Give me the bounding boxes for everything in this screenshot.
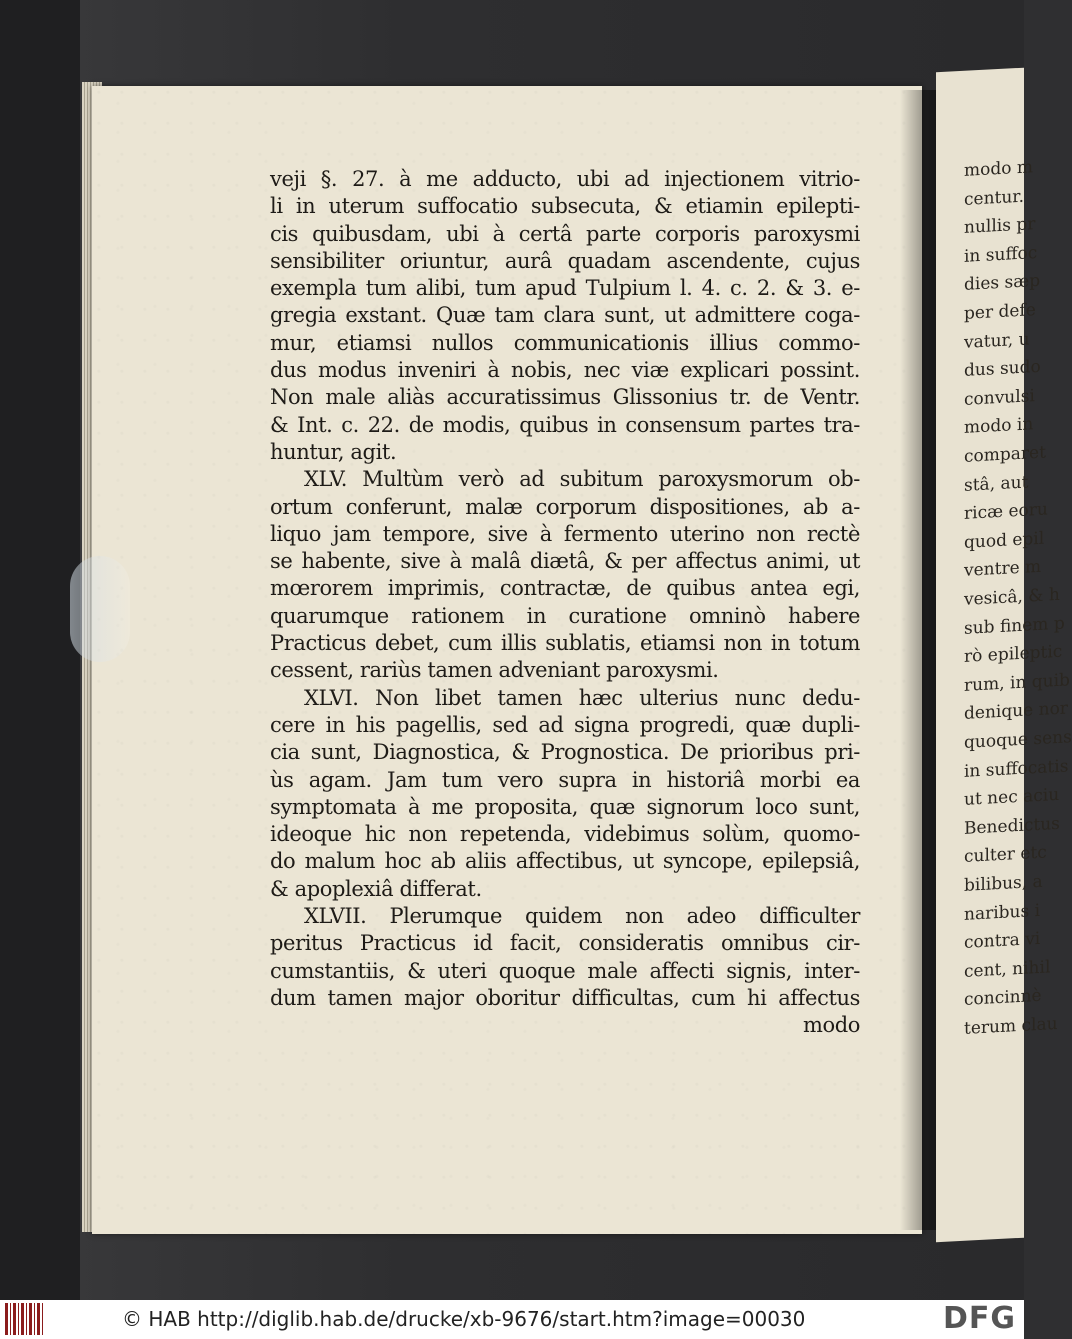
catchword: modo xyxy=(802,1013,860,1038)
text-line: symptomata à me proposita, quæ signorum loco sunt, xyxy=(270,794,860,819)
text-line: exempla tum alibi, tum apud Tulpium l. 4. c. 2. & 3. e- xyxy=(270,276,860,301)
library-barcode-icon xyxy=(5,1303,43,1335)
copyright-credit: © HAB http://diglib.hab.de/drucke/xb-9676/start.htm?image=00030 xyxy=(122,1307,806,1331)
facing-text-line: ut nec aciu xyxy=(964,785,1060,811)
text-line: sensibiliter oriuntur, aurâ quadam ascendente, cujus xyxy=(270,248,860,273)
facing-text-line: vesicâ, & h xyxy=(964,584,1060,610)
text-line: quarumque rationem in curatione omninò habere xyxy=(270,603,860,628)
text-line: do malum hoc ab aliis affectibus, ut syncope, epilepsiâ, xyxy=(270,849,860,874)
page-text-block xyxy=(270,166,860,1040)
facing-text-line: culter etc xyxy=(964,842,1047,868)
facing-text-line: nullis pr xyxy=(964,214,1036,239)
text-line: se habente, sive à malâ diætâ, & per affectus animi, ut xyxy=(270,549,860,574)
facing-text-line: sub finem p xyxy=(964,613,1065,639)
text-line: cere in his pagellis, sed ad signa progredi, quæ dupli- xyxy=(270,712,860,737)
facing-text-line: ventre m xyxy=(964,557,1042,582)
text-line: ùs agam. Jam tum vero supra in historiâ morbi ea xyxy=(270,767,860,792)
text-line: liquo jam tempore, sive à fermento uterino non rectè xyxy=(270,521,860,546)
text-line: veji §. 27. à me adducto, ubi ad injectionem vitrio- xyxy=(270,167,860,191)
facing-text-line: per defe xyxy=(964,300,1036,324)
text-line: Non male aliàs accuratissimus Glissonius tr. de Ventr. xyxy=(270,385,860,410)
text-line: mœrorem imprimis, contractæ, de quibus antea egi, xyxy=(270,576,860,601)
facing-text-line: rò epileptic xyxy=(964,641,1063,668)
text-line: ortum conferunt, malæ corporum dispositiones, ab a- xyxy=(270,494,860,519)
facing-text-line: naribus i xyxy=(964,900,1041,925)
facing-text-line: ricæ eoru xyxy=(964,499,1048,525)
book-gutter xyxy=(900,90,940,1230)
text-line: & Int. c. 22. de modis, quibus in consensum partes tra- xyxy=(270,412,860,437)
facing-text-line: centur. xyxy=(964,186,1024,210)
facing-text-line: contra vi xyxy=(964,929,1041,954)
facing-text-line: stâ, aut xyxy=(964,472,1029,496)
facing-text-line: modo m xyxy=(964,157,1033,181)
facing-text-line: vatur, u xyxy=(964,328,1030,353)
text-line: XLVII. Plerumque quidem non adeo difficulter xyxy=(304,904,860,929)
facing-text-line: quod epil xyxy=(964,528,1045,553)
text-line: li in uterum suffocatio subsecuta, & etiamin epilepti- xyxy=(270,194,860,219)
text-line: cessent, rariùs tamen adveniant paroxysmi. xyxy=(270,658,719,683)
facing-text-line: terum clau xyxy=(964,1013,1058,1039)
facing-text-line: modo in xyxy=(964,414,1034,439)
text-line: gregia exstant. Quæ tam clara sunt, ut admittere coga- xyxy=(270,303,860,328)
text-line: dus modus inveniri à nobis, nec viæ explicari possint. xyxy=(270,358,860,383)
text-line: Practicus debet, cum illis sublatis, etiamsi non in totum xyxy=(270,631,860,656)
facing-text-line: denique nor xyxy=(964,698,1068,725)
book-page-recto xyxy=(936,68,1072,1243)
text-line: cia sunt, Diagnostica, & Prognostica. De prioribus pri- xyxy=(270,740,860,765)
text-line: mur, etiamsi nullos communicationis illius commo- xyxy=(270,330,860,355)
facing-text-line: dies sæp xyxy=(964,271,1041,296)
text-line: huntur, agit. xyxy=(270,439,397,464)
glass-reflection xyxy=(70,556,130,662)
facing-text-line: concinnè xyxy=(964,986,1042,1011)
facing-text-line: comparet xyxy=(964,442,1046,467)
facing-text-line: cent, nihil xyxy=(964,957,1051,982)
facing-text-line: quoque sens xyxy=(964,727,1072,753)
scan-border-left xyxy=(0,0,80,1300)
facing-text-line: rum, in quib xyxy=(964,670,1070,696)
facing-text-line: dus sudo xyxy=(964,357,1041,382)
facing-text-line: convulsi xyxy=(964,385,1035,410)
text-line: cumstantiis, & uteri quoque male affecti signis, inter- xyxy=(270,958,860,983)
text-line: dum tamen major oboritur difficultas, cum hi affectus xyxy=(270,985,860,1010)
facing-text-line: Benedictus xyxy=(964,813,1060,839)
text-line: XLVI. Non libet tamen hæc ulterius nunc dedu- xyxy=(304,685,860,710)
facing-text-line: in suffocatis xyxy=(964,755,1069,782)
text-line: ideoque hic non repetenda, videbimus solùm, quomo- xyxy=(270,822,860,847)
text-line: peritus Practicus id facit, consideratis omnibus cir- xyxy=(270,931,860,956)
facing-text-line: bilibus, a xyxy=(964,871,1043,896)
text-line: XLV. Multùm verò ad subitum paroxysmorum ob- xyxy=(304,467,860,492)
text-line: cis quibusdam, ubi à certâ parte corporis paroxysmi xyxy=(270,221,860,246)
facing-text-line: in suffoc xyxy=(964,242,1038,267)
dfg-logo: DFG xyxy=(942,1301,1016,1336)
text-line: & apoplexiâ differat. xyxy=(270,876,482,901)
